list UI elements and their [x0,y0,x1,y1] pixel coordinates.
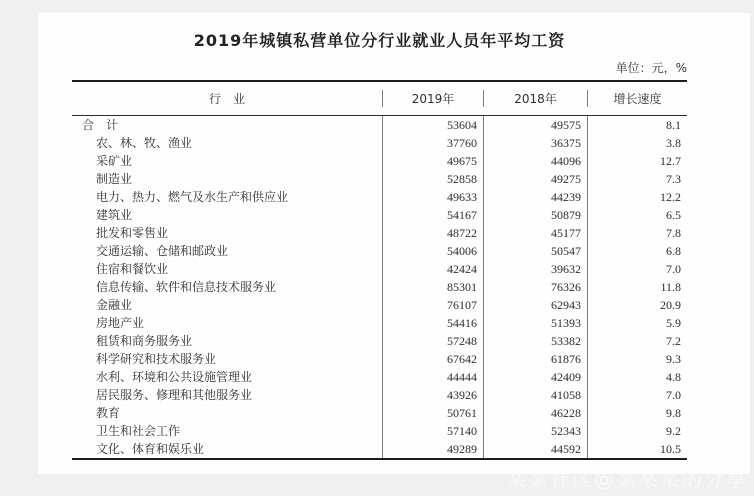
table-row [72,332,687,350]
value-2019-cell: 54167 [382,206,483,224]
value-2018-cell: 36375 [483,134,587,152]
header-industry: 行 业 [208,92,245,106]
industry-cell: 合 计 [82,118,119,132]
growth-cell: 12.7 [587,152,687,170]
value-2019-cell: 44444 [382,368,483,386]
table-row [72,422,687,440]
value-2018-cell: 45177 [483,224,587,242]
value-2018-cell: 76326 [483,278,587,296]
growth-cell: 6.8 [587,242,687,260]
industry-cell: 信息传输、软件和信息技术服务业 [96,280,277,294]
value-2019-cell: 48722 [382,224,483,242]
table-row [72,116,687,134]
growth-cell: 7.0 [587,386,687,404]
header-2018: 2018年 [483,90,587,107]
value-2019-cell: 42424 [382,260,483,278]
table-row [72,188,687,206]
industry-cell: 住宿和餐饮业 [96,262,169,276]
growth-cell: 7.3 [587,170,687,188]
growth-cell: 9.3 [587,350,687,368]
industry-cell: 交通运输、仓储和邮政业 [96,244,229,258]
industry-cell: 电力、热力、燃气及水生产和供应业 [96,190,289,204]
table-row [72,224,687,242]
value-2019-cell: 54416 [382,314,483,332]
value-2019-cell: 57248 [382,332,483,350]
value-2018-cell: 44096 [483,152,587,170]
table-row [72,134,687,152]
growth-cell: 12.2 [587,188,687,206]
table-row [72,386,687,404]
growth-cell: 10.5 [587,440,687,458]
growth-cell: 7.8 [587,224,687,242]
growth-cell: 20.9 [587,296,687,314]
industry-cell: 卫生和社会工作 [96,424,181,438]
header-2019: 2019年 [382,90,483,107]
industry-cell: 教育 [96,406,121,420]
value-2019-cell: 49289 [382,440,483,458]
table-row [72,278,687,296]
value-2019-cell: 85301 [382,278,483,296]
header-growth: 增长速度 [587,90,687,107]
value-2018-cell: 49575 [483,116,587,134]
value-2019-cell: 52858 [382,170,483,188]
value-2018-cell: 41058 [483,386,587,404]
value-2018-cell: 42409 [483,368,587,386]
growth-cell: 6.5 [587,206,687,224]
growth-cell: 5.9 [587,314,687,332]
table-row [72,152,687,170]
table-row [72,260,687,278]
value-2018-cell: 53382 [483,332,587,350]
value-2019-cell: 37760 [382,134,483,152]
growth-cell: 9.2 [587,422,687,440]
growth-cell: 8.1 [587,116,687,134]
value-2019-cell: 54006 [382,242,483,260]
table-row [72,170,687,188]
industry-cell: 采矿业 [96,154,133,168]
industry-cell: 建筑业 [96,208,133,222]
industry-cell: 房地产业 [96,316,145,330]
wage-table [72,80,687,460]
table-row [72,242,687,260]
industry-cell: 居民服务、修理和其他服务业 [96,388,253,402]
value-2019-cell: 50761 [382,404,483,422]
growth-cell: 4.8 [587,368,687,386]
industry-cell: 批发和零售业 [96,226,169,240]
value-2019-cell: 53604 [382,116,483,134]
value-2018-cell: 49275 [483,170,587,188]
value-2018-cell: 44592 [483,440,587,458]
table-row [72,440,687,458]
industry-cell: 金融业 [96,298,133,312]
growth-cell: 7.2 [587,332,687,350]
industry-cell: 制造业 [96,172,133,186]
value-2019-cell: 76107 [382,296,483,314]
table-row [72,206,687,224]
industry-cell: 水利、环境和公共设施管理业 [96,370,253,384]
value-2018-cell: 61876 [483,350,587,368]
value-2018-cell: 44239 [483,188,587,206]
watermark: 某某社区@某某某的分享 [506,467,748,491]
table-row [72,314,687,332]
table-row [72,296,687,314]
value-2018-cell: 51393 [483,314,587,332]
unit-note: 单位：元，% [615,61,687,75]
value-2018-cell: 52343 [483,422,587,440]
value-2019-cell: 57140 [382,422,483,440]
value-2019-cell: 43926 [382,386,483,404]
growth-cell: 11.8 [587,278,687,296]
value-2018-cell: 62943 [483,296,587,314]
value-2018-cell: 46228 [483,404,587,422]
industry-cell: 租赁和商务服务业 [96,334,193,348]
table-row [72,404,687,422]
value-2018-cell: 50547 [483,242,587,260]
growth-cell: 3.8 [587,134,687,152]
value-2018-cell: 50879 [483,206,587,224]
table-header-row [72,82,687,116]
value-2019-cell: 49633 [382,188,483,206]
value-2019-cell: 67642 [382,350,483,368]
industry-cell: 农、林、牧、渔业 [96,136,193,150]
table-title: 2019年城镇私营单位分行业就业人员年平均工资 [193,31,566,50]
value-2019-cell: 49675 [382,152,483,170]
table-row [72,368,687,386]
value-2018-cell: 39632 [483,260,587,278]
table-row [72,350,687,368]
industry-cell: 文化、体育和娱乐业 [96,442,205,456]
growth-cell: 9.8 [587,404,687,422]
table-body [72,116,687,458]
growth-cell: 7.0 [587,260,687,278]
industry-cell: 科学研究和技术服务业 [96,352,217,366]
